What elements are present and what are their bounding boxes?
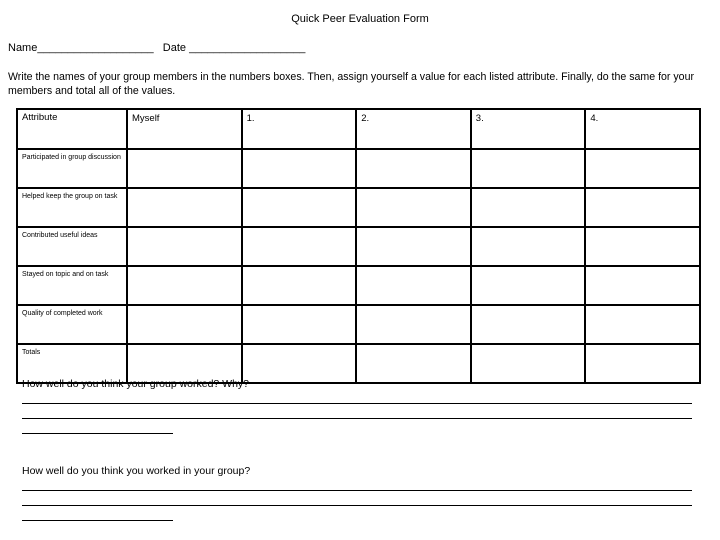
score-cell[interactable]: [356, 188, 471, 227]
score-cell[interactable]: [127, 149, 242, 188]
header-member-2: 2.: [356, 109, 471, 149]
evaluation-table: [16, 108, 701, 384]
table-row: [17, 227, 700, 266]
score-cell[interactable]: [471, 266, 586, 305]
row-label: Totals: [17, 344, 127, 383]
table-header-row: [17, 109, 700, 149]
answer-line[interactable]: [22, 520, 173, 521]
score-cell[interactable]: [242, 227, 357, 266]
answer-line[interactable]: [22, 433, 173, 434]
answer-line[interactable]: [22, 418, 692, 419]
score-cell[interactable]: [585, 149, 700, 188]
date-label: Date: [162, 42, 187, 54]
name-field[interactable]: ___________________: [37, 42, 154, 54]
answer-line[interactable]: [22, 403, 692, 404]
total-cell[interactable]: [356, 344, 471, 383]
score-cell[interactable]: [471, 188, 586, 227]
row-label: Quality of completed work: [17, 305, 127, 344]
score-cell[interactable]: [471, 305, 586, 344]
score-cell[interactable]: [471, 227, 586, 266]
score-cell[interactable]: [242, 149, 357, 188]
table-row: [17, 149, 700, 188]
score-cell[interactable]: [356, 227, 471, 266]
score-cell[interactable]: [127, 188, 242, 227]
score-cell[interactable]: [356, 305, 471, 344]
score-cell[interactable]: [127, 266, 242, 305]
total-cell[interactable]: [471, 344, 586, 383]
row-label: Stayed on topic and on task: [17, 266, 127, 305]
score-cell[interactable]: [585, 266, 700, 305]
answer-line[interactable]: [22, 505, 692, 506]
header-member-3: 3.: [471, 109, 586, 149]
question-self: How well do you think you worked in your group?: [22, 465, 251, 477]
name-date-line: [8, 42, 305, 54]
score-cell[interactable]: [242, 305, 357, 344]
row-label: Participated in group discussion: [17, 149, 127, 188]
row-label: Helped keep the group on task: [17, 188, 127, 227]
score-cell[interactable]: [585, 188, 700, 227]
score-cell[interactable]: [356, 149, 471, 188]
row-label: Contributed useful ideas: [17, 227, 127, 266]
table-row: [17, 188, 700, 227]
table-row: [17, 266, 700, 305]
header-member-1: 1.: [242, 109, 357, 149]
score-cell[interactable]: [127, 305, 242, 344]
score-cell[interactable]: [242, 188, 357, 227]
score-cell[interactable]: [242, 266, 357, 305]
score-cell[interactable]: [356, 266, 471, 305]
score-cell[interactable]: [127, 227, 242, 266]
form-title: Quick Peer Evaluation Form: [291, 13, 429, 25]
total-cell[interactable]: [585, 344, 700, 383]
name-label: Name: [8, 42, 38, 54]
instructions-text: Write the names of your group members in the numbers boxes. Then, assign yourself a value for each listed attribute. Finally, do the same for your members and total all of the values.: [8, 71, 694, 97]
header-member-4: 4.: [585, 109, 700, 149]
score-cell[interactable]: [471, 149, 586, 188]
table-row: [17, 305, 700, 344]
header-myself: Myself: [127, 109, 242, 149]
question-group: How well do you think your group worked? Why?: [22, 378, 250, 390]
answer-line[interactable]: [22, 490, 692, 491]
total-cell[interactable]: [242, 344, 357, 383]
date-field[interactable]: ___________________: [189, 42, 306, 54]
header-attribute: Attribute: [17, 109, 127, 149]
score-cell[interactable]: [585, 305, 700, 344]
score-cell[interactable]: [585, 227, 700, 266]
